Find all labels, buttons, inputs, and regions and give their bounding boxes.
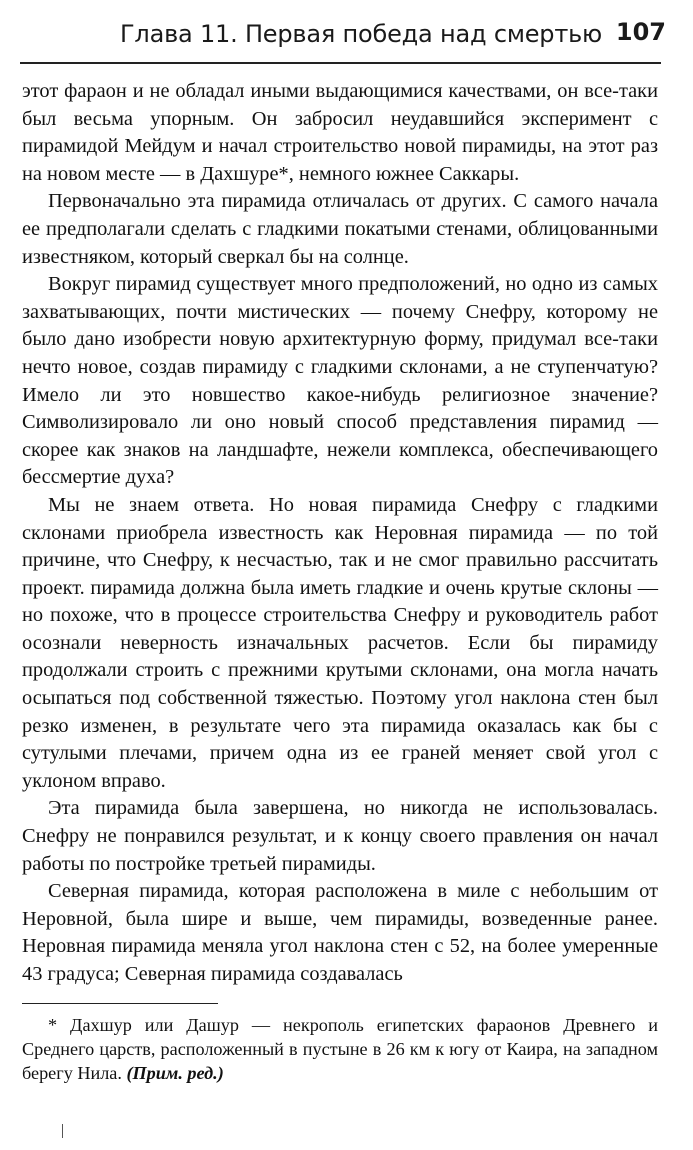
margin-mark [62,1124,63,1138]
paragraph: Северная пирамида, которая расположена в миле с небольшим от Неровной, была шире и выше, чем пирамиды, возведенные ранее. Неровная пирамида меняла угол наклона стен с 52, на более умеренные 43 градуса; Северная пирамида создавалась [22,880,658,985]
footnote [22,1013,658,1085]
footnote-text: * Дахшур или Дашур — некрополь египетских фараонов Древнего и Среднего царств, расположенный в пустыне в 26 км к югу от Каира, на западном берегу Нила. [22,1015,658,1083]
footnote-editor-note: (Прим. ред.) [126,1063,224,1083]
header-rule [20,62,661,64]
page-header [20,14,670,58]
footnote-rule [22,1003,218,1004]
paragraph: Вокруг пирамид существует много предположений, но одно из самых захватывающих, почти мистических — почему Снефру, которому не было дано изобрести новую архитектурную форму, придумал все-таки нечто новое, создав пирамиду с гладкими склонами, а не ступенчатую? Имело ли это новшество какое-нибудь религиозное значение? Символизировало ли оно новый способ представления пирамид — скорее как знаков на ландшафте, нежели комплекса, обеспечивающего бессмертие духа? [22,273,658,489]
paragraph: этот фараон и не обладал иными выдающимися качествами, он все-таки был весьма упорным. Он забросил неудавшийся эксперимент с пирамидой Мейдум и начал строительство новой пирамиды, на этот раз на новом месте — в Дахшуре*, немного южнее Саккары. [22,80,658,185]
running-head: Глава 11. Первая победа над смертью [120,20,603,48]
paragraph: Первоначально эта пирамида отличалась от других. С самого начала ее предполагали сделать с гладкими покатыми стенами, облицованными известняком, который сверкал бы на солнце. [22,190,658,268]
paragraph: Мы не знаем ответа. Но новая пирамида Снефру с гладкими склонами приобрела известность как Неровная пирамида — по той причине, что Снефру, к несчастью, так и не смог правильно рассчитать проект. пирамида должна была иметь гладкие и очень крутые склоны — но похоже, что в процессе строительства Снефру и руководитель работ осознали неверность изначальных расчетов. Если бы пирамиду продолжали строить с прежними крутыми склонами, она могла начать осыпаться под собственной тяжестью. Поэтому угол наклона стен был резко изменен, в результате чего эта пирамида оказалась как бы с сутулыми плечами, причем одна из ее граней меняет свой угол с уклоном вправо. [22,493,658,792]
body-text [22,78,658,989]
paragraph: Эта пирамида была завершена, но никогда не использовалась. Снефру не понравился результат, и к концу своего правления он начал работы по постройке третьей пирамиды. [22,797,658,875]
page-number: 107 [615,18,666,46]
